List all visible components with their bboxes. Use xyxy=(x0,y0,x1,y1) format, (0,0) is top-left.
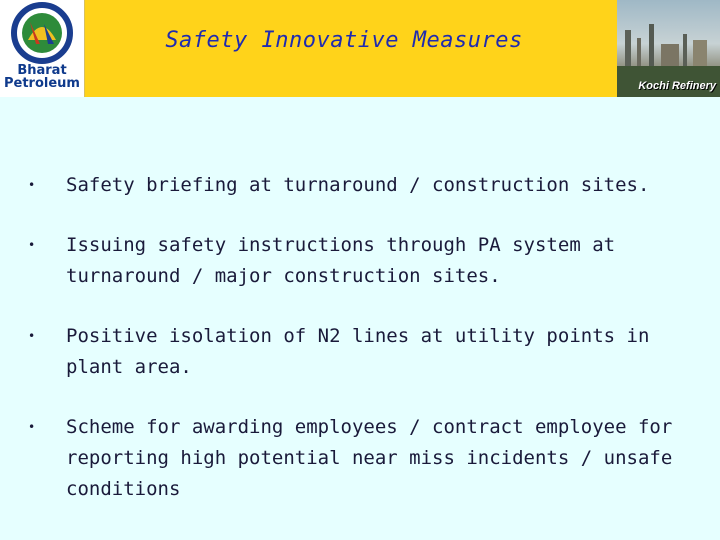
logo-emblem-icon xyxy=(0,0,84,64)
refinery-photo xyxy=(617,0,720,97)
bharat-petroleum-logo xyxy=(0,0,85,97)
photo-caption: Kochi Refinery xyxy=(638,80,716,92)
bullet-text: Scheme for awarding employees / contract employee for reporting high potential near miss incidents / unsafe conditions xyxy=(66,416,673,500)
bullet-icon: • xyxy=(28,329,36,343)
bullet-item xyxy=(28,412,708,505)
bullet-text: Safety briefing at turnaround / construction sites. xyxy=(66,174,650,196)
slide-header xyxy=(0,0,720,97)
slide-title: Safety Innovative Measures xyxy=(165,28,523,53)
bullet-icon: • xyxy=(28,238,36,252)
bullet-text: Positive isolation of N2 lines at utility points in plant area. xyxy=(66,325,650,378)
bullet-item xyxy=(28,230,708,292)
bullet-icon: • xyxy=(28,178,36,192)
bullet-item xyxy=(28,170,708,201)
bullet-icon: • xyxy=(28,420,36,434)
logo-text-line2: Petroleum xyxy=(4,76,80,91)
logo-text-line1: Bharat xyxy=(17,63,67,78)
bullet-text: Issuing safety instructions through PA system at turnaround / major construction sites. xyxy=(66,234,616,287)
bullet-item xyxy=(28,321,708,383)
bullet-list xyxy=(28,170,708,505)
